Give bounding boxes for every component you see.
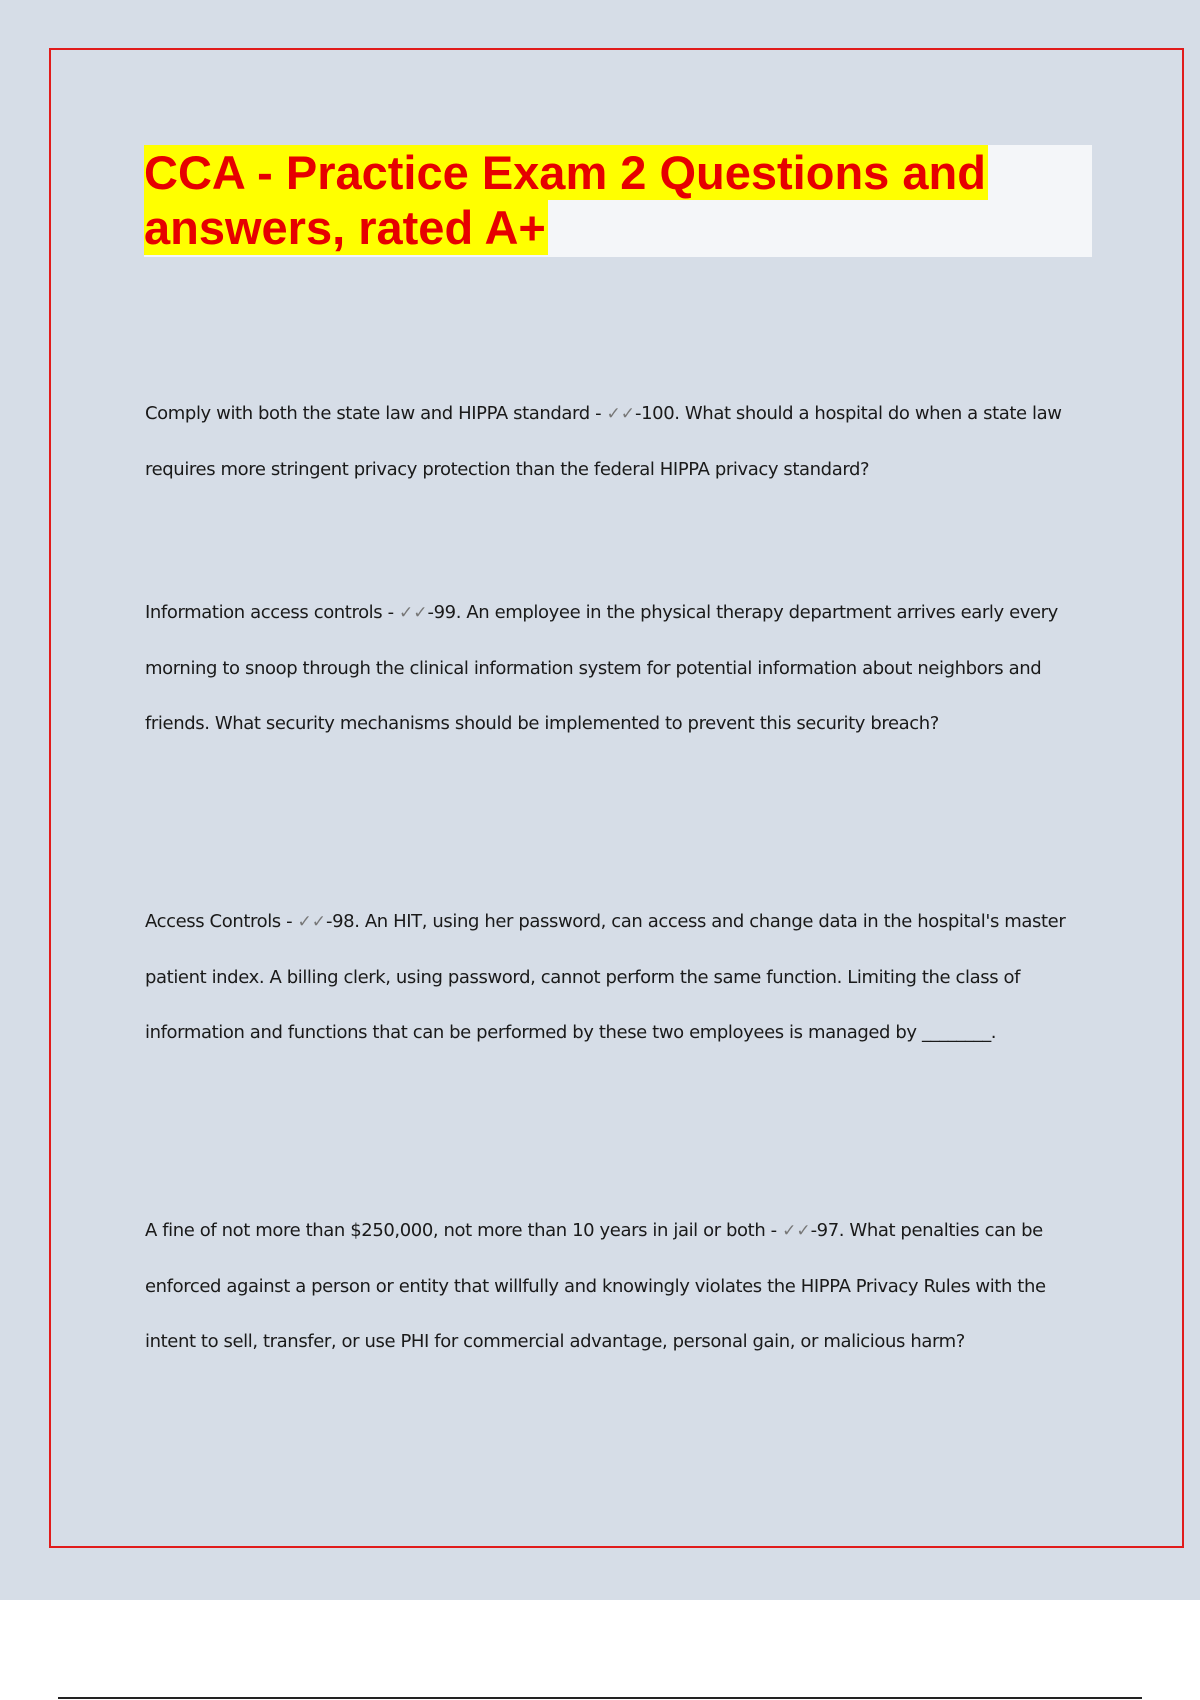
qa-item-97 — [145, 1203, 1090, 1369]
double-check-icon: ✓✓ — [399, 603, 428, 623]
answer-text: Access Controls - — [145, 911, 298, 932]
double-check-icon: ✓✓ — [297, 912, 327, 932]
double-check-icon: ✓✓ — [606, 404, 636, 424]
document-title-line-1: CCA - Practice Exam 2 Questions and — [144, 146, 986, 199]
question-text: -98. An HIT, using her password, can access and change data in the hospital's master patient index. A billing clerk, using password, cannot perform the same function. Limiting the class of information and functions that can be performed by these two employees is managed by ________. — [145, 911, 1066, 1043]
question-text: -99. An employee in the physical therapy department arrives early every morning to snoop through the clinical information system for potential information about neighbors and friends. What security mechanisms should be implemented to prevent this security breach? — [145, 602, 1058, 734]
qa-item-100 — [145, 386, 1090, 497]
question-text: -100. What should a hospital do when a state law requires more stringent privacy protection than the federal HIPPA privacy standard? — [145, 403, 1062, 480]
qa-item-98 — [145, 894, 1090, 1060]
question-text: -97. What penalties can be enforced against a person or entity that willfully and knowingly violates the HIPPA Privacy Rules with the intent to sell, transfer, or use PHI for commercial advantage, personal gain, or malicious harm? — [145, 1220, 1046, 1352]
answer-text: Comply with both the state law and HIPPA standard - — [145, 403, 607, 424]
answer-text: Information access controls - — [145, 602, 400, 623]
double-check-icon: ✓✓ — [782, 1221, 811, 1241]
answer-text: A fine of not more than $250,000, not more than 10 years in jail or both - — [145, 1220, 783, 1241]
footer-divider — [58, 1697, 1142, 1699]
document-title-line-2: answers, rated A+ — [144, 201, 546, 254]
qa-item-99 — [145, 585, 1090, 751]
title-block — [144, 145, 1092, 257]
